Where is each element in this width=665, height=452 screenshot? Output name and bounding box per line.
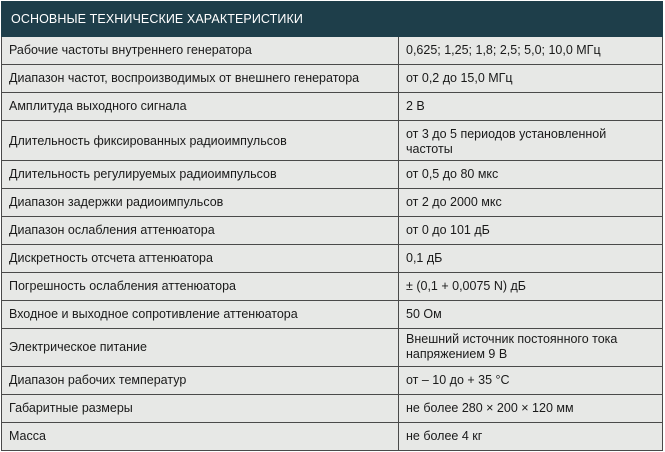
- table-row: [2, 189, 663, 217]
- table-row: [2, 245, 663, 273]
- table-row: [2, 301, 663, 329]
- param-value: от 3 до 5 периодов установленной частоты: [399, 121, 663, 161]
- param-name: Масса: [2, 422, 399, 450]
- param-value: Внешний источник постоянного тока напряжением 9 В: [399, 329, 663, 367]
- param-value: от – 10 до + 35 °С: [399, 366, 663, 394]
- param-name: Погрешность ослабления аттенюатора: [2, 273, 399, 301]
- param-value: от 2 до 2000 мкс: [399, 189, 663, 217]
- param-name: Амплитуда выходного сигнала: [2, 93, 399, 121]
- table-title: ОСНОВНЫЕ ТЕХНИЧЕСКИЕ ХАРАКТЕРИСТИКИ: [2, 2, 663, 37]
- specifications-table: [1, 1, 663, 451]
- param-value: от 0,2 до 15,0 МГц: [399, 65, 663, 93]
- param-name: Диапазон частот, воспроизводимых от внешнего генератора: [2, 65, 399, 93]
- param-name: Дискретность отсчета аттенюатора: [2, 245, 399, 273]
- table-row: [2, 329, 663, 367]
- param-value: от 0,5 до 80 мкс: [399, 161, 663, 189]
- param-value: 0,625; 1,25; 1,8; 2,5; 5,0; 10,0 МГц: [399, 37, 663, 65]
- param-name: Диапазон рабочих температур: [2, 366, 399, 394]
- table-row: [2, 93, 663, 121]
- param-name: Входное и выходное сопротивление аттенюатора: [2, 301, 399, 329]
- param-value: 0,1 дБ: [399, 245, 663, 273]
- param-name: Диапазон ослабления аттенюатора: [2, 217, 399, 245]
- table-row: [2, 217, 663, 245]
- table-row: [2, 121, 663, 161]
- table-row: [2, 161, 663, 189]
- param-value: ± (0,1 + 0,0075 N) дБ: [399, 273, 663, 301]
- param-name: Электрическое питание: [2, 329, 399, 367]
- param-name: Габаритные размеры: [2, 394, 399, 422]
- table-row: [2, 366, 663, 394]
- param-value: от 0 до 101 дБ: [399, 217, 663, 245]
- table-row: [2, 273, 663, 301]
- param-value: не более 280 × 200 × 120 мм: [399, 394, 663, 422]
- param-value: 2 В: [399, 93, 663, 121]
- table-row: [2, 37, 663, 65]
- param-value: не более 4 кг: [399, 422, 663, 450]
- table-header-row: [2, 2, 663, 37]
- table-row: [2, 394, 663, 422]
- param-value: 50 Ом: [399, 301, 663, 329]
- table-row: [2, 65, 663, 93]
- param-name: Диапазон задержки радиоимпульсов: [2, 189, 399, 217]
- param-name: Рабочие частоты внутреннего генератора: [2, 37, 399, 65]
- table-row: [2, 422, 663, 450]
- param-name: Длительность фиксированных радиоимпульсов: [2, 121, 399, 161]
- param-name: Длительность регулируемых радиоимпульсов: [2, 161, 399, 189]
